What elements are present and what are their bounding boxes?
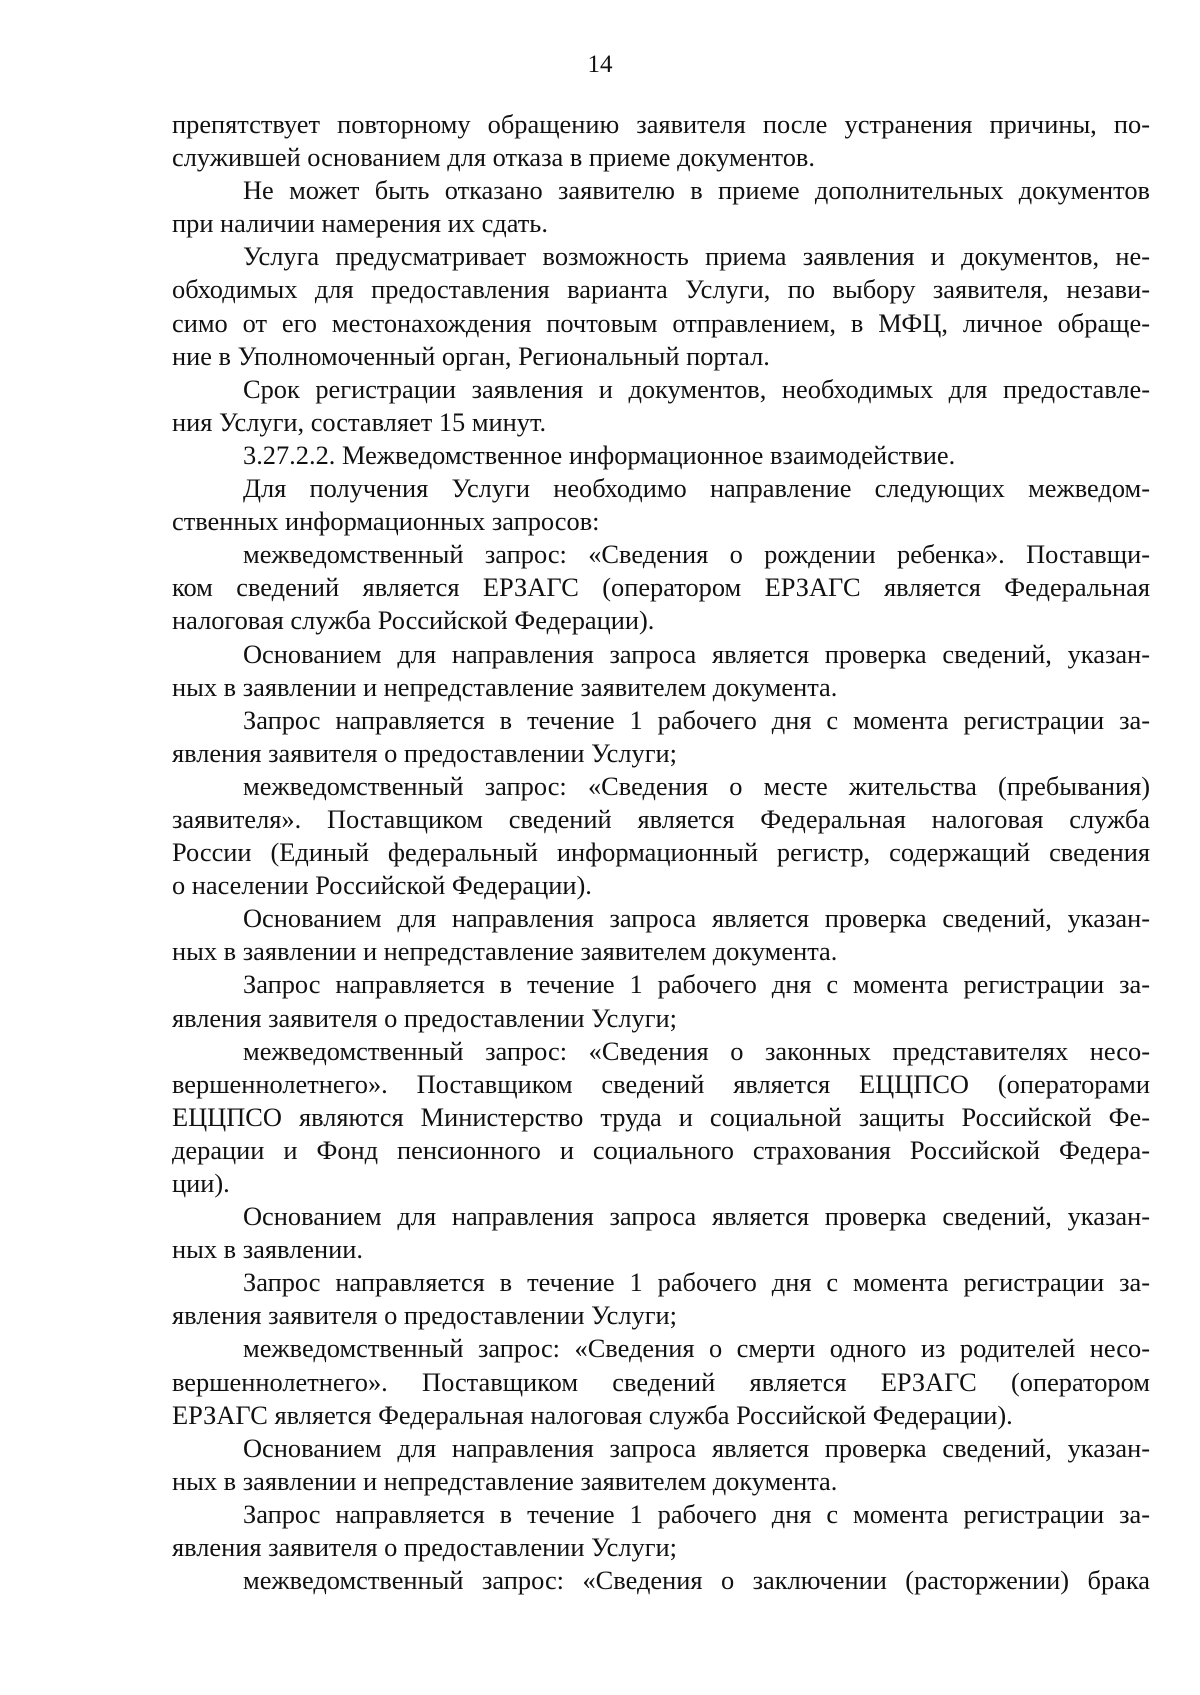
text-line: ных в заявлении и непредставление заявителем документа. (172, 936, 838, 967)
page-number: 14 (587, 51, 613, 78)
text-line: ных в заявлении. (172, 1234, 363, 1265)
text-line: межведомственный запрос: «Сведения о заключении (расторжении) брака (243, 1565, 1150, 1596)
text-line: Услуга предусматривает возможность приема заявления и документов, не- (243, 241, 1150, 272)
text-line: межведомственный запрос: «Сведения о смерти одного из родителей несо- (243, 1333, 1150, 1364)
text-line: служившей основанием для отказа в приеме документов. (172, 142, 815, 173)
text-line: вершеннолетнего». Поставщиком сведений является ЕЦЦПСО (операторами (172, 1068, 1150, 1099)
text-line: Основанием для направления запроса является проверка сведений, указан- (243, 638, 1150, 669)
text-line: Запрос направляется в течение 1 рабочего дня с момента регистрации за- (243, 704, 1150, 735)
text-line: ния Услуги, составляет 15 минут. (172, 406, 547, 437)
text-line: о населении Российской Федерации). (172, 870, 592, 901)
text-line: Для получения Услуги необходимо направление следующих межведом- (243, 473, 1150, 504)
text-line: явления заявителя о предоставлении Услуги; (172, 737, 678, 768)
text-line: 3.27.2.2. Межведомственное информационное взаимодействие. (243, 439, 956, 470)
text-line: ных в заявлении и непредставление заявителем документа. (172, 1465, 838, 1496)
text-line: Не может быть отказано заявителю в приеме дополнительных документов (243, 175, 1150, 206)
text-line: ЕРЗАГС является Федеральная налоговая служба Российской Федерации). (172, 1399, 1013, 1430)
text-line: ЕЦЦПСО являются Министерство труда и социальной защиты Российской Фе- (172, 1101, 1150, 1132)
text-line: вершеннолетнего». Поставщиком сведений является ЕРЗАГС (оператором (172, 1366, 1150, 1397)
text-line: ние в Уполномоченный орган, Региональный портал. (172, 340, 770, 371)
text-line: межведомственный запрос: «Сведения о законных представителях несо- (243, 1035, 1150, 1066)
text-line: межведомственный запрос: «Сведения о месте жительства (пребывания) (243, 770, 1150, 801)
text-line: обходимых для предоставления варианта Услуги, по выбору заявителя, незави- (172, 274, 1150, 305)
text-line: заявителя». Поставщиком сведений является Федеральная налоговая служба (172, 803, 1150, 834)
text-line: ственных информационных запросов: (172, 506, 600, 537)
text-line: препятствует повторному обращению заявителя после устранения причины, по- (172, 109, 1150, 139)
text-line: Запрос направляется в течение 1 рабочего дня с момента регистрации за- (243, 1267, 1150, 1298)
text-line: Основанием для направления запроса является проверка сведений, указан- (243, 903, 1150, 934)
text-line: Запрос направляется в течение 1 рабочего дня с момента регистрации за- (243, 1498, 1150, 1529)
text-line: симо от его местонахождения почтовым отправлением, в МФЦ, личное обраще- (172, 307, 1150, 338)
text-line: России (Единый федеральный информационный регистр, содержащий сведения (172, 837, 1150, 868)
text-line: дерации и Фонд пенсионного и социального страхования Российской Федера- (172, 1134, 1150, 1165)
text-line: явления заявителя о предоставлении Услуги; (172, 1532, 678, 1563)
body-text (172, 108, 1150, 1597)
text-line: ции). (172, 1168, 230, 1198)
text-line: явления заявителя о предоставлении Услуги; (172, 1002, 678, 1033)
text-line: налоговая служба Российской Федерации). (172, 605, 655, 636)
text-line: явления заявителя о предоставлении Услуги; (172, 1300, 678, 1331)
text-line: Запрос направляется в течение 1 рабочего дня с момента регистрации за- (243, 969, 1150, 1000)
text-line: при наличии намерения их сдать. (172, 208, 548, 239)
text-line: межведомственный запрос: «Сведения о рождении ребенка». Поставщи- (243, 539, 1150, 570)
text-line: Основанием для направления запроса является проверка сведений, указан- (243, 1432, 1150, 1463)
text-line: ком сведений является ЕРЗАГС (оператором ЕРЗАГС является Федеральная (172, 572, 1150, 603)
text-line: Основанием для направления запроса является проверка сведений, указан- (243, 1201, 1150, 1232)
text-line: ных в заявлении и непредставление заявителем документа. (172, 671, 838, 702)
text-line: Срок регистрации заявления и документов, необходимых для предоставле- (243, 373, 1150, 404)
